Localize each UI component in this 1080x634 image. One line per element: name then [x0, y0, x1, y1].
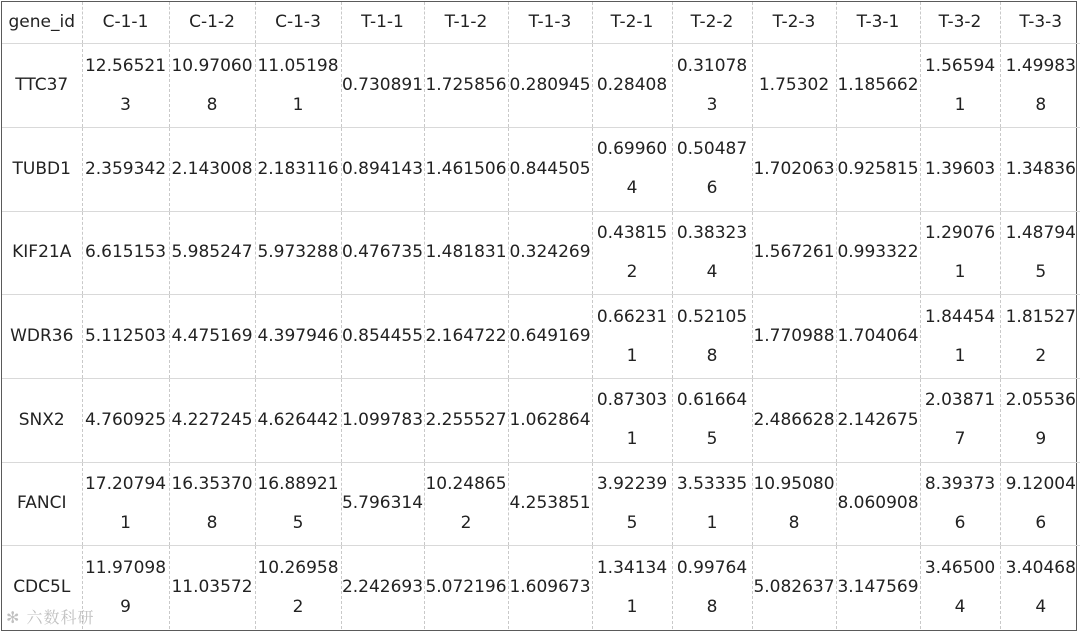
value-cell: 0.521058	[672, 295, 752, 379]
value-cell: 0.383234	[672, 211, 752, 295]
header-sample: T-3-3	[1000, 2, 1080, 44]
table-row	[2, 211, 1080, 295]
header-gene-id: gene_id	[2, 2, 82, 44]
value-cell: 10.248652	[424, 462, 508, 546]
value-cell: 1.487945	[1000, 211, 1080, 295]
value-cell: 4.227245	[169, 378, 255, 462]
value-cell: 1.702063	[752, 127, 836, 211]
value-cell: 0.873031	[592, 378, 672, 462]
value-cell: 2.038717	[920, 378, 1000, 462]
table-row	[2, 127, 1080, 211]
value-cell: 5.112503	[82, 295, 169, 379]
header-sample: T-3-1	[836, 2, 920, 44]
value-cell: 0.699604	[592, 127, 672, 211]
header-sample: T-2-1	[592, 2, 672, 44]
value-cell: 0.616645	[672, 378, 752, 462]
value-cell: 1.461506	[424, 127, 508, 211]
value-cell: 5.985247	[169, 211, 255, 295]
value-cell: 4.760925	[82, 378, 169, 462]
value-cell: 2.164722	[424, 295, 508, 379]
value-cell: 9.120046	[1000, 462, 1080, 546]
watermark-text: 六数科研	[26, 608, 95, 627]
value-cell: 0.662311	[592, 295, 672, 379]
value-cell: 3.404684	[1005, 557, 1076, 617]
value-cell: 1.770988	[752, 295, 836, 379]
header-sample: T-1-2	[424, 2, 508, 44]
value-cell: 1.290761	[920, 211, 1000, 295]
value-cell: 0.730891	[341, 44, 424, 128]
value-cell: 16.353708	[169, 462, 255, 546]
value-cell: 2.255527	[424, 378, 508, 462]
value-cell: 8.393736	[920, 462, 1000, 546]
value-cell: 2.486628	[752, 378, 836, 462]
value-cell: 8.060908	[836, 462, 920, 546]
value-cell: 0.997648	[672, 546, 752, 629]
value-cell: 16.889215	[255, 462, 341, 546]
value-cell: 1.39603	[920, 127, 1000, 211]
gene-id-cell: TTC37	[2, 44, 82, 128]
value-cell: 1.567261	[752, 211, 836, 295]
value-cell: 10.970608	[169, 44, 255, 128]
value-cell: 2.242693	[341, 546, 424, 629]
table-row	[2, 44, 1080, 128]
value-cell: 6.615153	[82, 211, 169, 295]
value-cell: 1.185662	[836, 44, 920, 128]
value-cell: 2.055369	[1000, 378, 1080, 462]
table-body	[2, 2, 1080, 629]
value-cell: 1.75302	[752, 44, 836, 128]
gene-id-cell: CDC5L	[2, 546, 82, 629]
expression-table	[2, 2, 1080, 629]
value-cell: 5.973288	[255, 211, 341, 295]
value-cell: 4.475169	[169, 295, 255, 379]
value-cell: 0.649169	[508, 295, 592, 379]
value-cell: 0.280945	[508, 44, 592, 128]
value-cell: 0.324269	[508, 211, 592, 295]
value-cell: 3.533351	[672, 462, 752, 546]
value-cell: 1.062864	[508, 378, 592, 462]
gene-id-cell: FANCI	[2, 462, 82, 546]
value-cell: 11.051981	[255, 44, 341, 128]
value-cell: 2.359342	[82, 127, 169, 211]
table-row	[2, 546, 1080, 629]
header-sample: T-2-2	[672, 2, 752, 44]
header-sample: T-2-3	[752, 2, 836, 44]
value-cell: 0.894143	[341, 127, 424, 211]
value-cell: 2.183116	[255, 127, 341, 211]
value-cell: 17.207941	[82, 462, 169, 546]
value-cell: 0.28408	[592, 44, 672, 128]
gene-id-cell: WDR36	[2, 295, 82, 379]
value-cell: 11.970989	[82, 546, 169, 629]
value-cell: 0.844505	[508, 127, 592, 211]
value-cell: 3.465004	[920, 546, 1000, 629]
header-sample: C-1-1	[82, 2, 169, 44]
value-cell: 4.397946	[255, 295, 341, 379]
value-cell: 2.142675	[836, 378, 920, 462]
value-cell: 0.993322	[836, 211, 920, 295]
value-cell: 1.844541	[920, 295, 1000, 379]
value-cell: 4.626442	[255, 378, 341, 462]
header-sample: T-3-2	[920, 2, 1000, 44]
value-cell: 0.854455	[341, 295, 424, 379]
value-cell: 0.925815	[836, 127, 920, 211]
header-row	[2, 2, 1080, 44]
table-row	[2, 462, 1080, 546]
watermark-logo: ✻ 六数科研	[6, 608, 95, 627]
value-cell: 1.34836	[1000, 127, 1080, 211]
header-sample: C-1-2	[169, 2, 255, 44]
header-sample: T-1-1	[341, 2, 424, 44]
value-cell: 10.269582	[255, 546, 341, 629]
value-cell: 3.147569	[836, 546, 920, 629]
value-cell: 1.481831	[424, 211, 508, 295]
value-cell: 2.143008	[169, 127, 255, 211]
value-cell: 1.499838	[1000, 44, 1080, 128]
table-frame	[1, 1, 1077, 631]
value-cell: 1.815272	[1000, 295, 1080, 379]
value-cell: 0.438152	[592, 211, 672, 295]
table-row	[2, 378, 1080, 462]
gene-id-cell: TUBD1	[2, 127, 82, 211]
value-cell: 1.565941	[920, 44, 1000, 128]
value-cell: 4.253851	[508, 462, 592, 546]
value-cell: 5.072196	[424, 546, 508, 629]
value-cell: 1.704064	[836, 295, 920, 379]
value-cell: 1.725856	[424, 44, 508, 128]
header-sample: C-1-3	[255, 2, 341, 44]
value-cell: 5.796314	[341, 462, 424, 546]
value-cell: 0.476735	[341, 211, 424, 295]
value-cell: 10.950808	[752, 462, 836, 546]
gene-id-cell: KIF21A	[2, 211, 82, 295]
value-cell: 1.099783	[341, 378, 424, 462]
value-cell: 1.609673	[508, 546, 592, 629]
value-cell: 12.565213	[82, 44, 169, 128]
value-cell: 5.082637	[752, 546, 836, 629]
header-sample: T-1-3	[508, 2, 592, 44]
gene-id-cell: SNX2	[2, 378, 82, 462]
value-cell: 3.922395	[592, 462, 672, 546]
value-cell: 11.03572	[169, 546, 255, 629]
value-cell: 0.310783	[672, 44, 752, 128]
value-cell: 0.504876	[672, 127, 752, 211]
table-row	[2, 295, 1080, 379]
value-cell: 1.341341	[592, 546, 672, 629]
